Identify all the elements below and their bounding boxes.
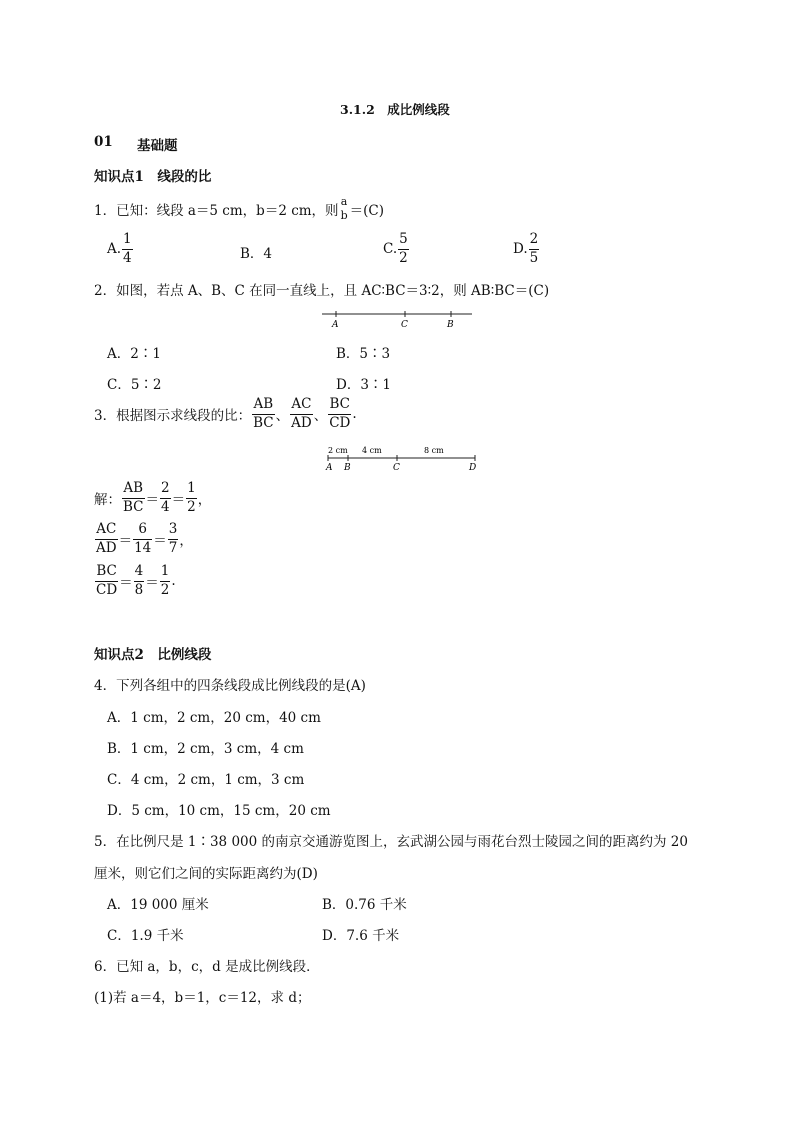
- question-5-line-2: 厘米，则它们之间的实际距离约为(D): [94, 866, 318, 882]
- q1-option-b: B．4: [240, 246, 273, 262]
- section-label: 基础题: [137, 138, 178, 154]
- q3-frac-3-num: BC: [328, 398, 351, 415]
- sol2-res-num: 3: [168, 523, 179, 540]
- q3-solution-2: [94, 523, 193, 555]
- question-2-stem: 2．如图，若点 A、B、C 在同一直线上，且 AC∶BC＝3∶2，则 AB∶BC＝(C): [94, 283, 550, 299]
- knowledge-point-1: 知识点1 线段的比: [94, 169, 212, 185]
- question-4-stem: 4．下列各组中的四条线段成比例线段的是(A): [94, 678, 366, 694]
- sol3-eq2: ＝: [145, 575, 159, 591]
- q5-option-c: C．1.9 千米: [107, 928, 184, 944]
- sol2-end: ，: [179, 533, 193, 549]
- q3-label-cd: 8 cm: [424, 446, 444, 455]
- q4-option-c: C．4 cm，2 cm，1 cm，3 cm: [107, 772, 305, 788]
- sol2-mid-den: 14: [134, 539, 152, 556]
- q2-line-figure: [318, 306, 478, 332]
- q3-frac-1-den: BC: [253, 414, 274, 431]
- question-6-stem: 6．已知 a，b，c，d 是成比例线段．: [94, 959, 320, 975]
- q3-segment-figure: [320, 443, 490, 475]
- q1-option-c-den: 2: [399, 249, 408, 266]
- q5-option-d: D．7.6 千米: [322, 928, 400, 944]
- sol3-eq1: ＝: [119, 575, 133, 591]
- q1-stem-post: ＝(C): [349, 202, 384, 219]
- sol1-mid-num: 2: [160, 482, 171, 499]
- q1-option-a-num: 1: [122, 233, 133, 250]
- sol3-mid-den: 8: [134, 581, 144, 598]
- q3-solution-3: [94, 565, 176, 597]
- question-5-line-1: 5．在比例尺是 1∶38 000 的南京交通游览图上，玄武湖公园与雨花台烈士陵园之间的距离约为 20: [94, 834, 688, 850]
- q3-frac-3-den: CD: [329, 414, 351, 431]
- sol2-lhs-den: AD: [96, 539, 117, 556]
- q3-frac-2-num: AC: [290, 398, 313, 415]
- sol2-eq1: ＝: [118, 533, 133, 549]
- q3-sep-2: 、: [313, 408, 328, 424]
- q1-option-d-num: 2: [529, 233, 540, 250]
- q3-point-c: C: [393, 463, 400, 473]
- sol3-end: .: [171, 573, 176, 589]
- page-title: 3.1.2 成比例线段: [340, 102, 450, 117]
- q5-option-a: A．19 000 厘米: [107, 897, 209, 913]
- q3-label-bc: 4 cm: [362, 446, 382, 455]
- q1-option-a-label: A.: [107, 241, 122, 257]
- q1-option-a: [107, 233, 134, 265]
- q1-option-d-label: D.: [513, 241, 528, 257]
- sol3-lhs-num: BC: [95, 565, 118, 582]
- sol1-eq2: ＝: [171, 492, 186, 508]
- q1-option-c-num: 5: [398, 233, 409, 250]
- q4-option-b: B．1 cm，2 cm，3 cm，4 cm: [107, 741, 304, 757]
- section-number: 01: [94, 134, 113, 150]
- q2-point-c: C: [401, 320, 408, 330]
- q1-fraction-den: b: [340, 209, 348, 222]
- q3-end: .: [352, 406, 357, 422]
- sol1-lhs-num: AB: [122, 482, 145, 499]
- sol1-res-num: 1: [186, 482, 197, 499]
- q3-solution-label: 解：: [94, 492, 121, 508]
- sol1-mid-den: 4: [161, 498, 170, 515]
- sol2-res-den: 7: [168, 539, 178, 556]
- q5-option-b: B．0.76 千米: [322, 897, 407, 913]
- sol2-lhs-num: AC: [95, 523, 118, 540]
- sol1-end: ，: [197, 492, 212, 508]
- question-6-part-1: (1)若 a＝4，b＝1，c＝12，求 d；: [94, 990, 311, 1006]
- q1-fraction: [340, 196, 349, 221]
- q3-frac-1-num: AB: [252, 398, 275, 415]
- q2-option-d: D．3∶1: [336, 377, 392, 393]
- q2-point-a: A: [332, 320, 339, 330]
- knowledge-point-2: 知识点2 比例线段: [94, 647, 212, 663]
- q1-stem-pre: 1．已知：线段 a＝5 cm，b＝2 cm，则: [94, 202, 339, 219]
- q1-option-d: [513, 233, 540, 265]
- q3-point-a: A: [326, 463, 333, 473]
- sol2-mid-num: 6: [133, 523, 152, 540]
- q1-option-c: [383, 233, 410, 265]
- question-3-stem: [94, 398, 357, 430]
- q4-option-d: D．5 cm，10 cm，15 cm，20 cm: [107, 803, 331, 819]
- q4-option-a: A．1 cm，2 cm，20 cm，40 cm: [107, 710, 321, 726]
- q3-point-d: D: [469, 463, 477, 473]
- q1-option-c-label: C.: [383, 241, 398, 257]
- q1-option-a-den: 4: [123, 249, 132, 266]
- q1-fraction-num: a: [340, 195, 348, 208]
- sol3-lhs-den: CD: [96, 581, 118, 598]
- q3-stem-text: 3．根据图示求线段的比：: [94, 408, 252, 424]
- sol3-mid-num: 4: [134, 565, 145, 582]
- sol3-res-num: 1: [160, 565, 171, 582]
- sol1-lhs-den: BC: [123, 498, 144, 515]
- q3-frac-2-den: AD: [291, 414, 312, 431]
- sol2-eq2: ＝: [153, 533, 167, 549]
- q2-option-b: B．5∶3: [336, 346, 391, 362]
- q3-solution-1: [94, 482, 211, 514]
- sol3-res-den: 2: [160, 581, 170, 598]
- sol1-eq1: ＝: [145, 492, 160, 508]
- q3-point-b: B: [344, 463, 351, 473]
- q1-option-d-den: 5: [529, 249, 539, 266]
- q2-point-b: B: [447, 320, 454, 330]
- sol1-res-den: 2: [187, 498, 196, 515]
- question-1-stem: [94, 196, 384, 221]
- q3-label-ab: 2 cm: [328, 446, 348, 455]
- q2-option-a: A．2∶1: [107, 346, 161, 362]
- q3-sep-1: 、: [275, 408, 290, 424]
- q2-option-c: C．5∶2: [107, 377, 162, 393]
